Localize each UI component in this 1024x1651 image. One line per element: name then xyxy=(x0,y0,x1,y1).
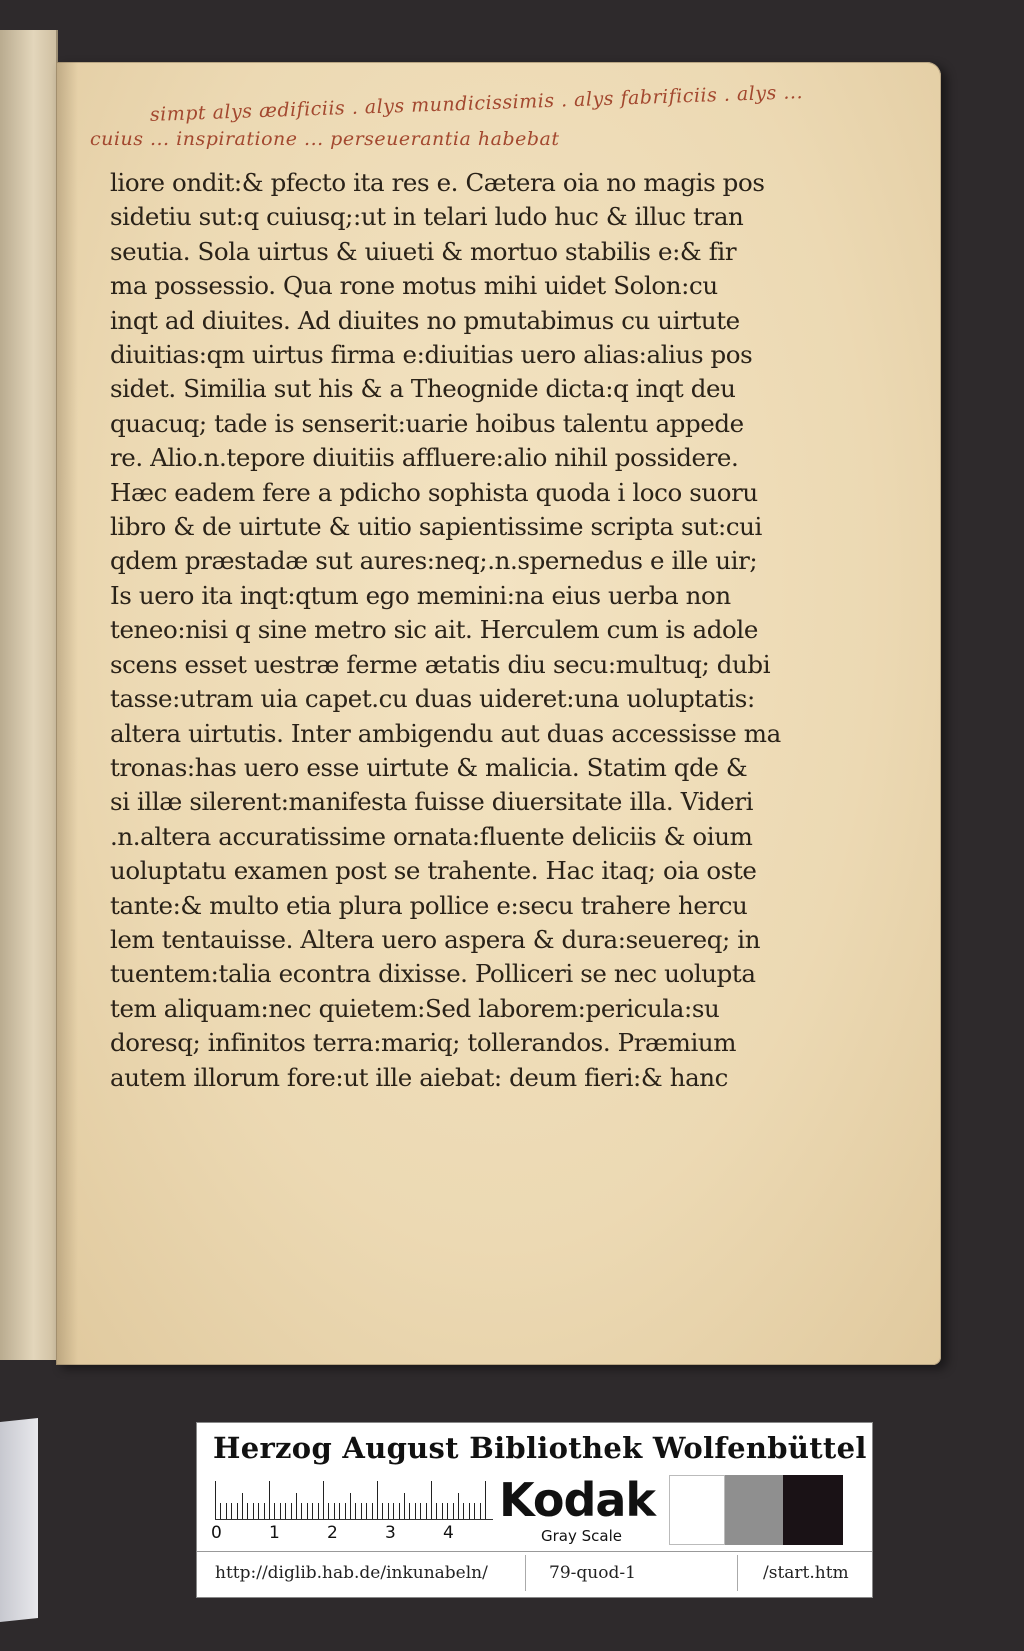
ruler-tick xyxy=(447,1503,448,1519)
text-line: sidet. Similia sut his & a Theognide dicta:q inqt deu xyxy=(110,374,736,404)
ruler-tick xyxy=(388,1503,389,1519)
ruler-tick xyxy=(339,1503,340,1519)
text-line: tronas:has uero esse uirtute & malicia. Statim qde & xyxy=(110,752,748,782)
ruler-numbers xyxy=(211,1523,511,1547)
text-line: teneo:nisi q sine metro sic ait. Herculem cum is adole xyxy=(110,615,758,645)
library-color-card xyxy=(196,1422,873,1598)
ruler-tick xyxy=(269,1481,270,1519)
ruler-tick xyxy=(361,1503,362,1519)
ruler-tick xyxy=(323,1481,324,1519)
ruler-tick xyxy=(274,1503,275,1519)
ruler-tick xyxy=(301,1503,302,1519)
ruler-tick xyxy=(463,1503,464,1519)
ruler-tick xyxy=(409,1503,410,1519)
text-line: Is uero ita inqt:qtum ego memini:na eius uerba non xyxy=(110,580,731,610)
gray-swatch xyxy=(725,1475,783,1545)
ruler-tick xyxy=(237,1503,238,1519)
card-divider xyxy=(197,1551,872,1552)
facing-page-edge xyxy=(0,30,58,1360)
ruler-tick xyxy=(399,1503,400,1519)
ruler-tick xyxy=(328,1503,329,1519)
ruler-tick xyxy=(215,1481,216,1519)
text-line: .n.altera accuratissime ornata:fluente deliciis & oium xyxy=(110,821,753,851)
white-swatch xyxy=(669,1475,725,1545)
text-line: tasse:utram uia capet.cu duas uideret:una uoluptatis: xyxy=(110,684,755,714)
ruler-tick xyxy=(220,1503,221,1519)
ruler-tick xyxy=(442,1503,443,1519)
text-line: uoluptatu examen post se trahente. Hac itaq; oia oste xyxy=(110,856,757,886)
page-gutter-shadow xyxy=(56,62,78,1365)
ruler-tick xyxy=(355,1503,356,1519)
scrap-paper xyxy=(0,1418,38,1622)
ruler-number: 1 xyxy=(269,1523,280,1543)
text-line: Hæc eadem fere a pdicho sophista quoda i loco suoru xyxy=(110,477,758,507)
ruler-tick xyxy=(372,1503,373,1519)
text-line: tuentem:talia econtra dixisse. Polliceri se nec uolupta xyxy=(110,959,756,989)
url-start-text: /start.htm xyxy=(763,1563,849,1583)
text-line: altera uirtutis. Inter ambigendu aut duas accessisse ma xyxy=(110,718,781,748)
ruler-tick xyxy=(350,1493,351,1519)
ruler-tick xyxy=(318,1503,319,1519)
centimeter-ruler xyxy=(215,1479,493,1520)
ruler-tick xyxy=(453,1503,454,1519)
url-base-text: http://diglib.hab.de/inkunabeln/ xyxy=(215,1563,488,1583)
printed-text-block xyxy=(110,166,790,1095)
ruler-tick xyxy=(291,1503,292,1519)
ruler-tick xyxy=(480,1503,481,1519)
ruler-tick xyxy=(253,1503,254,1519)
ruler-tick xyxy=(474,1503,475,1519)
ruler-tick xyxy=(366,1503,367,1519)
marginalia-line: simpt alys ædificiis . alys mundicissimis . alys fabrificiis . alys ... xyxy=(149,81,804,126)
ruler-tick xyxy=(393,1503,394,1519)
ruler-tick xyxy=(258,1503,259,1519)
text-line: tante:& multo etia plura pollice e:secu trahere hercu xyxy=(110,890,748,920)
url-separator xyxy=(737,1555,738,1591)
ruler-tick xyxy=(436,1503,437,1519)
marginalia-line: cuius ... inspiratione ... perseuerantia habebat xyxy=(90,128,560,150)
ruler-tick xyxy=(404,1493,405,1519)
ruler-tick xyxy=(231,1503,232,1519)
ruler-tick xyxy=(296,1493,297,1519)
gray-scale-label: Gray Scale xyxy=(541,1527,622,1545)
ruler-tick xyxy=(469,1503,470,1519)
ruler-number: 2 xyxy=(327,1523,338,1543)
ruler-tick xyxy=(312,1503,313,1519)
ruler-tick xyxy=(420,1503,421,1519)
text-line: ma possessio. Qua rone motus mihi uidet Solon:cu xyxy=(110,271,718,301)
ruler-number: 3 xyxy=(385,1523,396,1543)
text-line: seutia. Sola uirtus & uiueti & mortuo stabilis e:& fir xyxy=(110,236,737,266)
text-line: libro & de uirtute & uitio sapientissime scripta sut:cui xyxy=(110,512,762,542)
ruler-tick xyxy=(458,1493,459,1519)
ruler-tick xyxy=(226,1503,227,1519)
text-line: tem aliquam:nec quietem:Sed laborem:pericula:su xyxy=(110,993,720,1023)
ruler-tick xyxy=(377,1481,378,1519)
text-line: doresq; infinitos terra:mariq; tollerandos. Præmium xyxy=(110,1028,737,1058)
text-line: autem illorum fore:ut ille aiebat: deum fieri:& hanc xyxy=(110,1062,728,1092)
text-line: inqt ad diuites. Ad diuites no pmutabimus cu uirtute xyxy=(110,305,740,335)
kodak-logo: Kodak xyxy=(499,1473,655,1527)
text-line: liore ondit:& pfecto ita res e. Cætera oia no magis pos xyxy=(110,168,765,197)
text-line: si illæ silerent:manifesta fuisse diuersitate illa. Videri xyxy=(110,787,754,817)
ruler-tick xyxy=(345,1503,346,1519)
ruler-number: 0 xyxy=(211,1523,222,1543)
text-line: sidetiu sut:q cuiusq;:ut in telari ludo huc & illuc tran xyxy=(110,202,744,232)
handwritten-marginalia xyxy=(90,81,910,150)
ruler-tick xyxy=(307,1503,308,1519)
ruler-tick xyxy=(431,1481,432,1519)
ruler-tick xyxy=(426,1503,427,1519)
text-line: qdem præstadæ sut aures:neq;.n.spernedus e ille uir; xyxy=(110,546,758,576)
black-swatch xyxy=(783,1475,843,1545)
text-line: diuitias:qm uirtus firma e:diuitias uero alias:alius pos xyxy=(110,340,753,370)
incunabulum-page xyxy=(56,62,941,1365)
ruler-tick xyxy=(264,1503,265,1519)
url-separator xyxy=(525,1555,526,1591)
text-line: lem tentauisse. Altera uero aspera & dura:seuereq; in xyxy=(110,924,761,954)
ruler-tick xyxy=(285,1503,286,1519)
text-line: scens esset uestræ ferme ætatis diu secu:multuq; dubi xyxy=(110,649,771,679)
ruler-tick xyxy=(382,1503,383,1519)
ruler-tick xyxy=(247,1503,248,1519)
url-id-text: 79-quod-1 xyxy=(549,1563,636,1583)
library-title: Herzog August Bibliothek Wolfenbüttel xyxy=(213,1431,867,1465)
ruler-number: 4 xyxy=(443,1523,454,1543)
ruler-tick xyxy=(334,1503,335,1519)
ruler-tick xyxy=(415,1503,416,1519)
text-line: quacuq; tade is senserit:uarie hoibus talentu appede xyxy=(110,408,744,438)
ruler-tick xyxy=(485,1481,486,1519)
ruler-tick xyxy=(280,1503,281,1519)
text-line: re. Alio.n.tepore diuitiis affluere:alio nihil possidere. xyxy=(110,443,739,473)
ruler-tick xyxy=(242,1493,243,1519)
